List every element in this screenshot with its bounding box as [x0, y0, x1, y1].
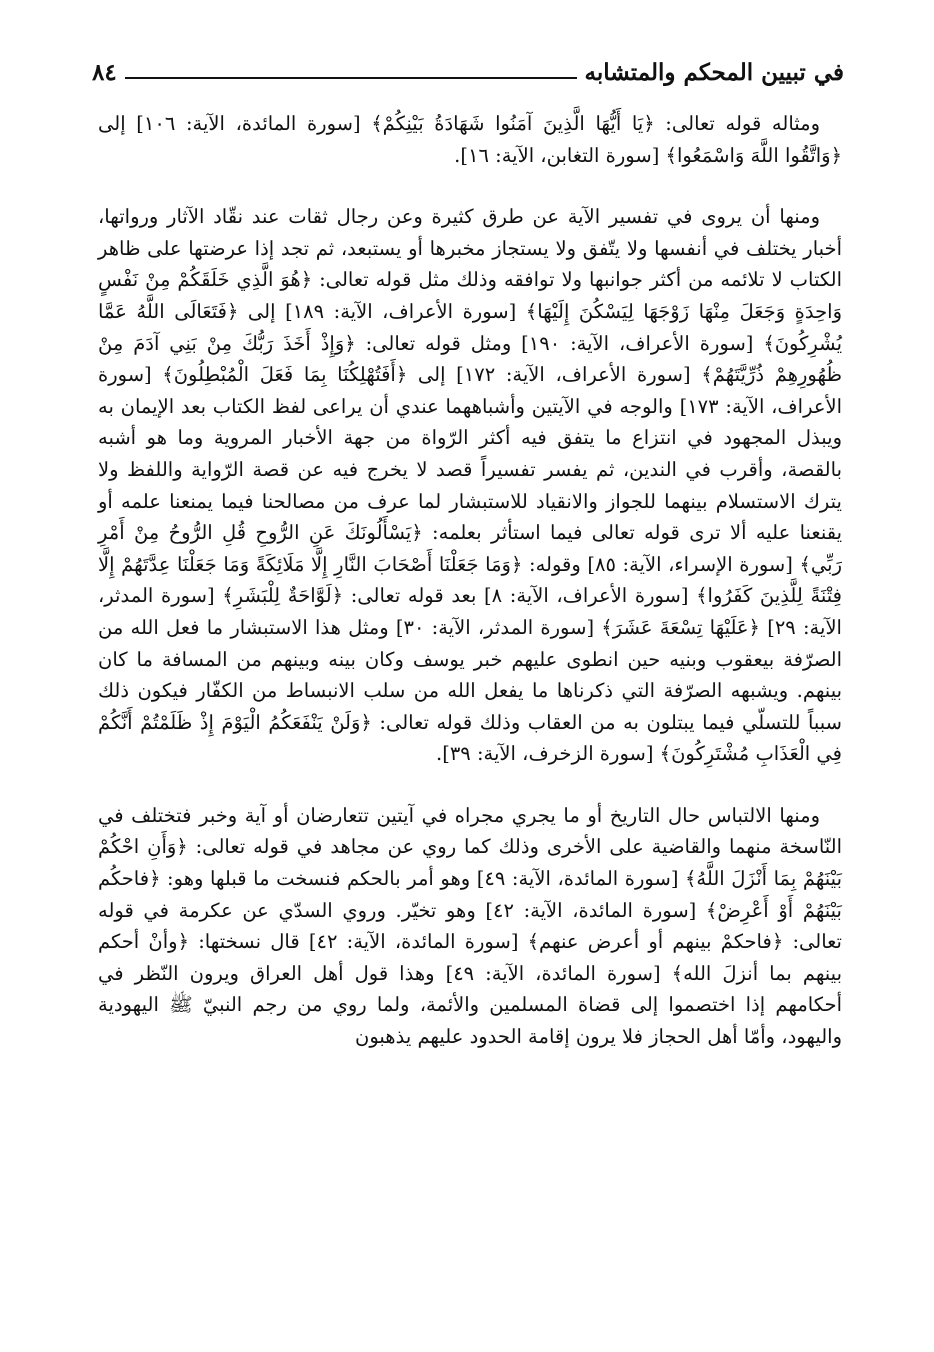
- header-rule: [125, 77, 577, 79]
- running-title: في تبيين المحكم والمتشابه: [584, 58, 844, 86]
- page-number: ٨٤: [92, 58, 117, 86]
- running-header: [92, 52, 844, 92]
- body-text: [98, 108, 842, 1053]
- paragraph: ومثاله قوله تعالى: ﴿يَا أَيُّهَا الَّذِينَ آمَنُوا شَهَادَةُ بَيْنِكُمْ﴾ [سورة المائدة، الآية: ١٠٦] إلى ﴿وَاتَّقُوا اللَّهَ وَاسْمَعُوا﴾ [سورة التغابن، الآية: ١٦].: [98, 112, 842, 167]
- paragraph: ومنها الالتباس حال التاريخ أو ما يجري مجراه في آيتين تتعارضان أو آية وخبر فتختلف في النّاسخة منهما والقاضية على الأخرى وذلك كما روي عن مجاهد في قوله تعالى: ﴿وَأَنِ احْكُمْ بَيْنَهُمْ بِمَا أَنْزَلَ اللَّهُ﴾ [سورة المائدة، الآية: ٤٩] وهو أمر بالحكم فنسخت ما قبلها وهو: ﴿فاحكُم بَيْنَهُمْ أَوْ أَعْرِضْ﴾ [سورة المائدة، الآية: ٤٢] وهو تخيّر. وروي السدّي عن عكرمة في قوله تعالى: ﴿فاحكمْ بينهم أو أعرض عنهم﴾ [سورة المائدة، الآية: ٤٢] قال نسختها: ﴿وأنْ أحكم بينهم بما أنزلَ الله﴾ [سورة المائدة، الآية: ٤٩] وهذا قول أهل العراق ويرون النّظر في أحكامهم إذا اختصموا إلى قضاة المسلمين والأئمة، ولما روي من رجم النبيّ ﷺ اليهودية واليهود، وأمّا أهل الحجاز فلا يرون إقامة الحدود عليهم يذهبون: [98, 803, 842, 1049]
- paragraph: ومنها أن يروى في تفسير الآية عن طرق كثيرة وعن رجال ثقات عند نقّاد الآثار ورواتها، أخبار يختلف في أنفسها ولا يتّفق ولا يستجاز مخبرها أو يستبعد، ثم تجد إذا عرضتها على ظاهر الكتاب لا تلائمه من أكثر جوانبها ولا توافقه وذلك مثل قوله تعالى: ﴿هُوَ الَّذِي خَلَقَكُمْ مِنْ نَفْسٍ وَاحِدَةٍ وَجَعَلَ مِنْهَا زَوْجَهَا لِيَسْكُنَ إِلَيْهَا﴾ [سورة الأعراف، الآية: ١٨٩] إلى ﴿فَتَعَالَى اللَّهُ عَمَّا يُشْرِكُونَ﴾ [سورة الأعراف، الآية: ١٩٠] ومثل قوله تعالى: ﴿وَإِذْ أَخَذَ رَبُّكَ مِنْ بَنِي آدَمَ مِنْ ظُهُورِهِمْ ذُرِّيَّتَهُمْ﴾ [سورة الأعراف، الآية: ١٧٢] إلى ﴿أَفَتُهْلِكُنَا بِمَا فَعَلَ الْمُبْطِلُونَ﴾ [سورة الأعراف، الآية: ١٧٣] والوجه في الآيتين وأشباههما عندي أن يراعى لفظ الكتاب بعد الإيمان به ويبذل المجهود في انتزاع ما يتفق فيه أكثر الرّواة من جهة الأخبار المروية وما هو أشبه بالقصة، وأقرب في الندين، ثم يفسر تفسيراً قصد لا يخرج فيه عن قصة الرّواية واللفظ ولا يترك الاستسلام بينهما للجواز والانقياد للاستبشار لما عرف من مصالحنا فيما يمنعنا علمه أو يقنعنا عليه ألا ترى قوله تعالى فيما استأثر بعلمه: ﴿يَسْأَلُونَكَ عَنِ الرُّوحِ قُلِ الرُّوحُ مِنْ أَمْرِ رَبِّي﴾ [سورة الإسراء، الآية: ٨٥] وقوله: ﴿وَمَا جَعَلْنَا أَصْحَابَ النَّارِ إِلَّا مَلَائِكَةً وَمَا جَعَلْنَا عِدَّتَهُمْ إِلَّا فِتْنَةً لِلَّذِينَ كَفَرُوا﴾ [سورة الأعراف، الآية: ٨] بعد قوله تعالى: ﴿لَوَّاحَةٌ لِلْبَشَرِ﴾ [سورة المدثر، الآية: ٢٩] ﴿عَلَيْهَا تِسْعَةَ عَشَرَ﴾ [سورة المدثر، الآية: ٣٠] ومثل هذا الاستبشار ما فعل الله من الصرّفة بيعقوب وبنيه حين انطوى عليهم خبر يوسف وكان بينه وبينهم من المسافة ما كان بينهم. ويشبهه الصرّفة التي ذكرناها ما يفعل الله من سلب الانبساط من الكفّار فيكون ذلك سبباً للتسلّي فيما يبتلون به من العقاب وذلك قوله تعالى: ﴿وَلَنْ يَنْفَعَكُمُ الْيَوْمَ إِذْ ظَلَمْتُمْ أَنَّكُمْ فِي الْعَذَابِ مُشْتَرِكُونَ﴾ [سورة الزخرف، الآية: ٣٩].: [98, 205, 843, 766]
